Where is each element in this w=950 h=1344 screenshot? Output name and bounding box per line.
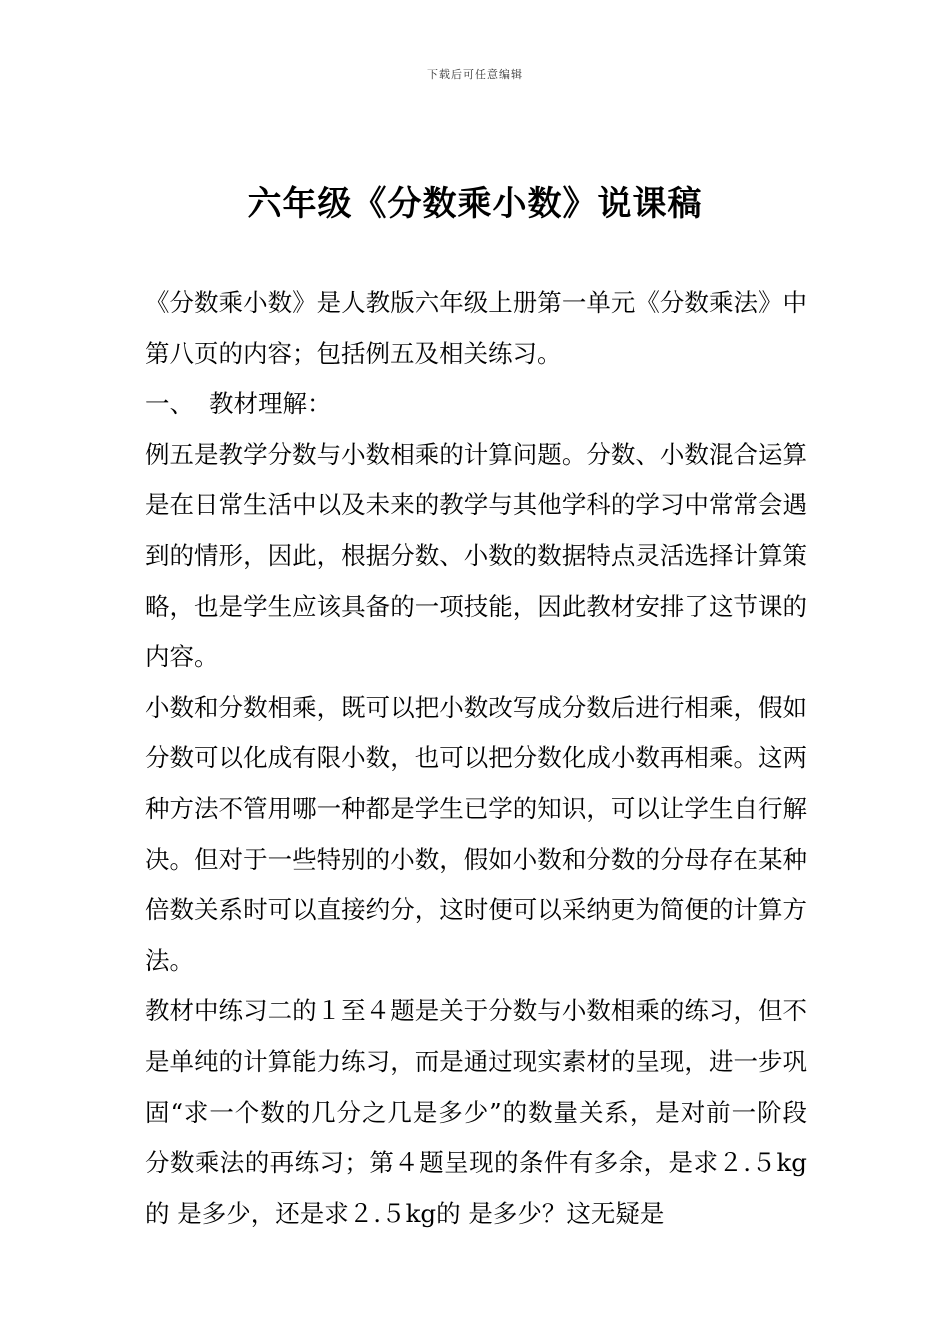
document-title: 六年级《分数乘小数》说课稿 [247,184,703,224]
paragraph-intro: 《分数乘小数》是人教版六年级上册第一单元《分数乘法》中第八页的内容；包括例五及相关练习。 [145,288,807,368]
header-note: 下载后可任意编辑 [427,68,523,81]
section-heading [145,379,807,430]
paragraph-methods: 小数和分数相乘，既可以把小数改写成分数后进行相乘，假如分数可以化成有限小数，也可以把分数化成小数再相乘。这两种方法不管用哪一种都是学生已学的知识，可以让学生自行解决。但对于一些特别的小数，假如小数和分数的分母存在某种倍数关系时可以直接约分，这时便可以采纳更为简便的计算方法。 [145,692,807,975]
paragraph-example-five: 例五是教学分数与小数相乘的计算问题。分数、小数混合运算是在日常生活中以及未来的教学与其他学科的学习中常常会遇到的情形，因此，根据分数、小数的数据特点灵活选择计算策略，也是学生应该具备的一项技能，因此教材安排了这节课的内容。 [145,439,807,672]
section-number: 一、 [145,389,194,419]
document-body [145,278,807,1239]
section-heading-text: 教材理解： [209,389,332,419]
paragraph-exercises: 教材中练习二的１至４题是关于分数与小数相乘的练习，但不是单纯的计算能力练习，而是通过现实素材的呈现，进一步巩固“求一个数的几分之几是多少”的数量关系，是对前一阶段分数乘法的再练习；第４题呈现的条件有多余，是求２.５kg的 是多少，还是求２.５kg的 是多少？这无疑是 [145,996,807,1228]
